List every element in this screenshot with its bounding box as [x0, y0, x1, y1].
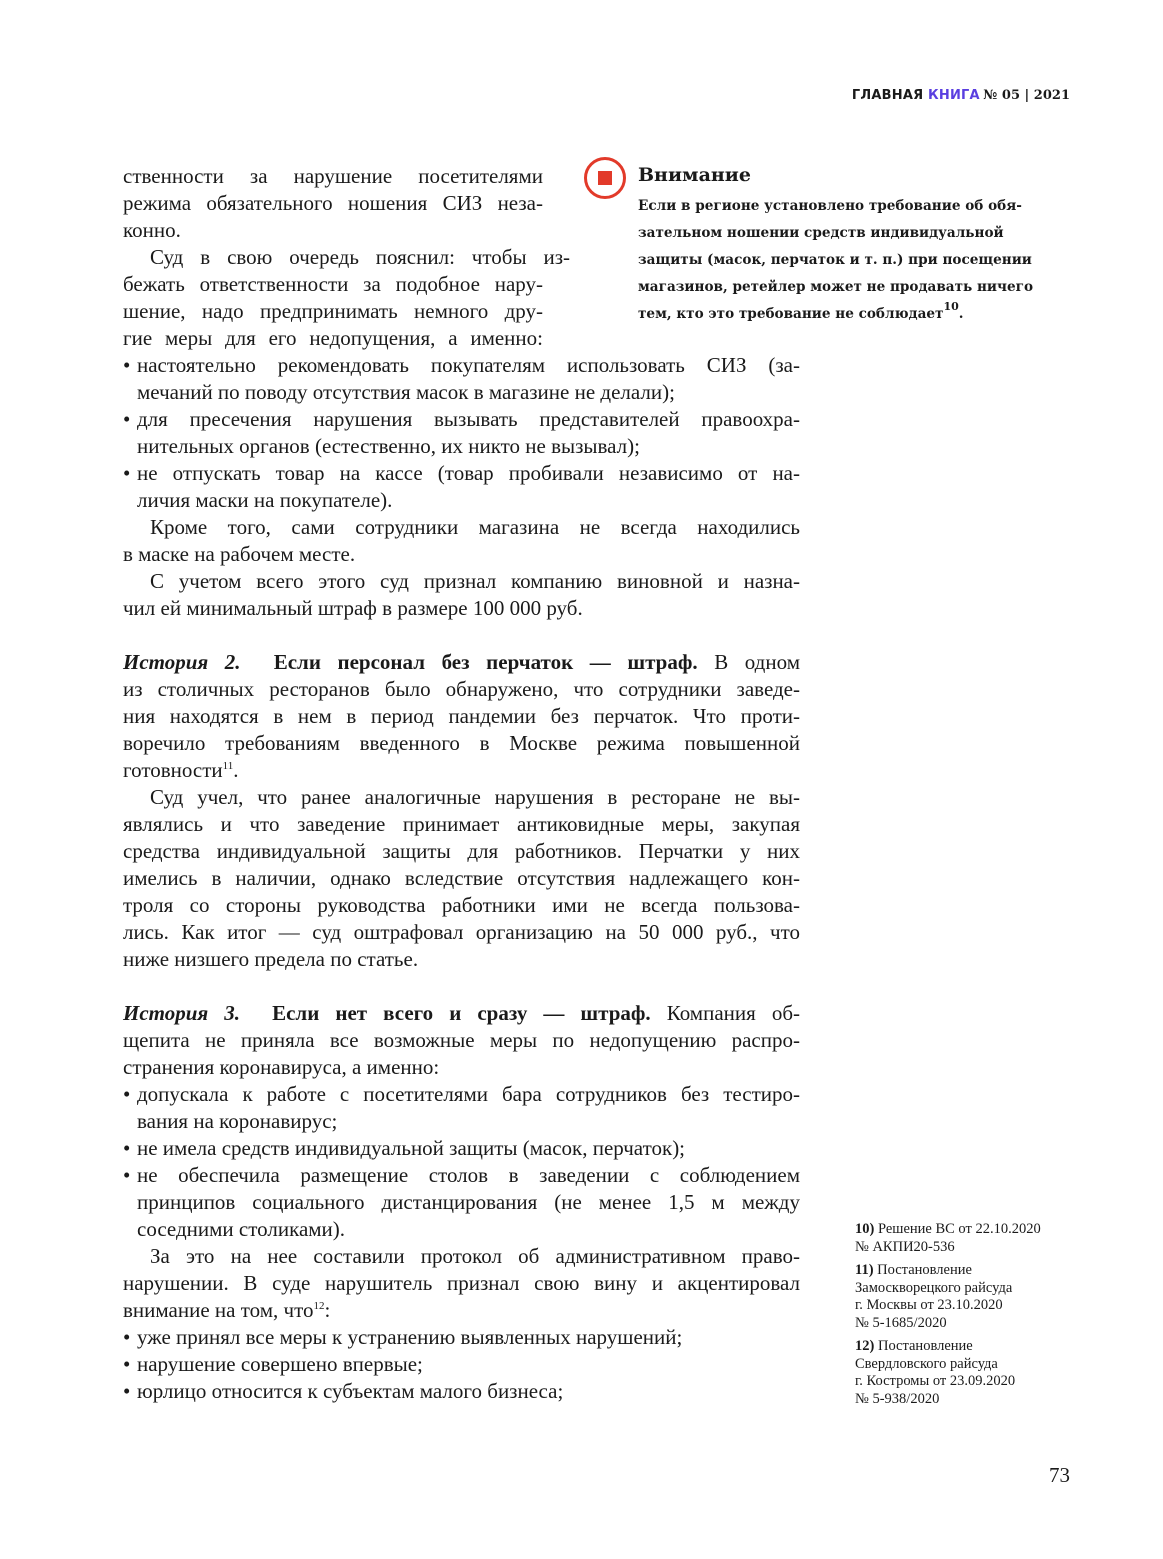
footnote-line: № 5-1685/2020	[855, 1314, 947, 1331]
bullet-item-line: • юрлицо относится к субъектам малого бизнеса;	[123, 1379, 564, 1403]
footnote-number: 10)	[855, 1221, 875, 1237]
bullet-icon: •	[123, 461, 131, 485]
bullet-icon: •	[123, 1352, 131, 1376]
footnote-line: Замоскворецкого райсуда	[855, 1279, 1013, 1296]
footnote-line: 11) Постановление	[855, 1262, 972, 1278]
text-line: в маске на рабочем месте.	[123, 542, 356, 566]
footnote-ref: 10	[943, 300, 959, 313]
bullet-item-line: принципов социального дистанцирования (не менее 1,5 м между	[137, 1190, 800, 1214]
alert-stop-icon	[584, 157, 626, 199]
text-line: Суд в свою очередь пояснил: чтобы из-	[150, 245, 570, 269]
story-label: История 2.	[123, 650, 241, 674]
callout-body	[638, 193, 1068, 328]
bullet-item-line: • настоятельно рекомендовать покупателям использовать СИЗ (за-	[123, 353, 800, 377]
bullet-item-line: вания на коронавирус;	[137, 1109, 338, 1133]
footnote-ref: 12	[313, 1300, 325, 1312]
callout-line: тем, кто это требование не соблюдает$^{10}$.	[638, 300, 964, 322]
footnote-number: 12)	[855, 1338, 875, 1354]
text-line: чил ей минимальный штраф в размере 100 000 руб.	[123, 596, 583, 620]
footnote-line: Свердловского райсуда	[855, 1355, 998, 1372]
footnote	[855, 1262, 1075, 1332]
footnote-ref: 11	[222, 760, 234, 772]
bullet-icon: •	[123, 1379, 131, 1403]
callout-line: защиты (масок, перчаток и т. п.) при посещении	[638, 252, 1032, 268]
brand-word-2: КНИГА	[928, 88, 980, 103]
text-line: Суд учел, что ранее аналогичные нарушения в ресторане не вы-	[150, 785, 800, 809]
bullet-icon: •	[123, 1325, 131, 1349]
page-number: 73	[1049, 1463, 1070, 1487]
text-line: средства индивидуальной защиты для работников. Перчатки у них	[123, 839, 800, 863]
text-line: шение, надо предпринимать немного дру-	[123, 299, 543, 323]
footnote-line: 12) Постановление	[855, 1338, 973, 1354]
callout-line: магазинов, ретейлер может не продавать ничего	[638, 279, 1034, 295]
bullet-icon: •	[123, 353, 131, 377]
footnotes	[855, 1221, 1075, 1414]
text-line: История 2. Если персонал без перчаток — штраф. В одном	[123, 650, 800, 674]
bullet-item-line: • уже принял все меры к устранению выявленных нарушений;	[123, 1325, 683, 1349]
bullet-icon: •	[123, 1163, 131, 1187]
bullet-item-line: • не имела средств индивидуальной защиты (масок, перчаток);	[123, 1136, 686, 1160]
bullet-item-line: мечаний по поводу отсутствия масок в магазине не делали);	[137, 380, 675, 404]
bullet-item-line: • допускала к работе с посетителями бара сотрудников без тестиро-	[123, 1082, 800, 1106]
bullet-item-line: личия маски на покупателе).	[137, 488, 393, 512]
story-heading: Если нет всего и сразу — штраф.	[272, 1001, 651, 1025]
footnote-line: г. Костромы от 23.09.2020	[855, 1373, 1016, 1389]
text-line: конно.	[123, 218, 181, 242]
text-line: ния находятся в нем в период пандемии без перчаток. Что проти-	[123, 704, 800, 728]
brand-name	[852, 88, 980, 103]
text-line: режима обязательного ношения СИЗ неза-	[123, 191, 543, 215]
text-line: имелись в наличии, однако вследствие отсутствия надлежащего кон-	[123, 866, 800, 890]
text-line: С учетом всего этого суд признал компанию виновной и назна-	[150, 569, 800, 593]
bullet-item-line: • нарушение совершено впервые;	[123, 1352, 423, 1376]
text-line: воречило требованиям введенного в Москве режима повышенной	[123, 731, 800, 755]
footnote-line: № АКПИ20-536	[855, 1238, 955, 1255]
footnote-line: г. Москвы от 23.10.2020	[855, 1297, 1003, 1313]
callout-title: Внимание	[638, 164, 751, 186]
text-line: троля со стороны руководства работники ими не всегда пользова-	[123, 893, 800, 917]
bullet-item-line: • для пресечения нарушения вызывать представителей правоохра-	[123, 407, 800, 431]
footnote-number: 11)	[855, 1262, 874, 1278]
bullet-item-line: соседними столиками).	[137, 1217, 346, 1241]
story-heading: Если персонал без перчаток — штраф.	[273, 650, 698, 674]
footnote-line: 10) Решение ВС от 22.10.2020	[855, 1221, 1041, 1237]
text-line: являлись и что заведение принимает антиковидные меры, закупая	[123, 812, 800, 836]
text-line: ниже низшего предела по статье.	[123, 947, 419, 971]
issue-number: № 05 | 2021	[983, 88, 1070, 103]
text-line: История 3. Если нет всего и сразу — штраф. Компания об-	[123, 1001, 800, 1025]
text-line: гие меры для его недопущения, а именно:	[123, 326, 543, 350]
text-line: внимание на том, что$^{12}$:	[123, 1298, 331, 1322]
main-text-column	[123, 163, 800, 1405]
text-line: За это на нее составили протокол об административном право-	[150, 1244, 800, 1268]
bullet-icon: •	[123, 1136, 131, 1160]
text-line: странения коронавируса, а именно:	[123, 1055, 440, 1079]
blank-line	[123, 973, 800, 1000]
blank-line	[123, 622, 800, 649]
text-line: лись. Как итог — суд оштрафовал организацию на 50 000 руб., что	[123, 920, 800, 944]
bullet-icon: •	[123, 407, 131, 431]
bullet-icon: •	[123, 1082, 131, 1106]
running-header	[852, 88, 1070, 104]
story-label: История 3.	[123, 1001, 241, 1025]
text-line: Кроме того, сами сотрудники магазина не всегда находились	[150, 515, 800, 539]
text-line: ственности за нарушение посетителями	[123, 164, 543, 188]
footnote-line: № 5-938/2020	[855, 1390, 940, 1407]
text-line: нарушении. В суде нарушитель признал свою вину и акцентировал	[123, 1271, 800, 1295]
bullet-item-line: • не обеспечила размещение столов в заведении с соблюдением	[123, 1163, 800, 1187]
text-line: бежать ответственности за подобное нару-	[123, 272, 543, 296]
brand-word-1: ГЛАВНАЯ	[851, 88, 924, 103]
text-line: готовности$^{11}$.	[123, 758, 239, 782]
text-line: из столичных ресторанов было обнаружено, что сотрудники заведе-	[123, 677, 800, 701]
callout-line: зательном ношении средств индивидуальной	[638, 225, 1004, 241]
footnote	[855, 1338, 1075, 1408]
bullet-item-line: нительных органов (естественно, их никто не вызывал);	[137, 434, 640, 458]
bullet-item-line: • не отпускать товар на кассе (товар пробивали независимо от на-	[123, 461, 800, 485]
text-line: щепита не приняла все возможные меры по недопущению распро-	[123, 1028, 800, 1052]
callout-line: Если в регионе установлено требование об обя-	[638, 198, 1022, 214]
footnote	[855, 1221, 1075, 1256]
